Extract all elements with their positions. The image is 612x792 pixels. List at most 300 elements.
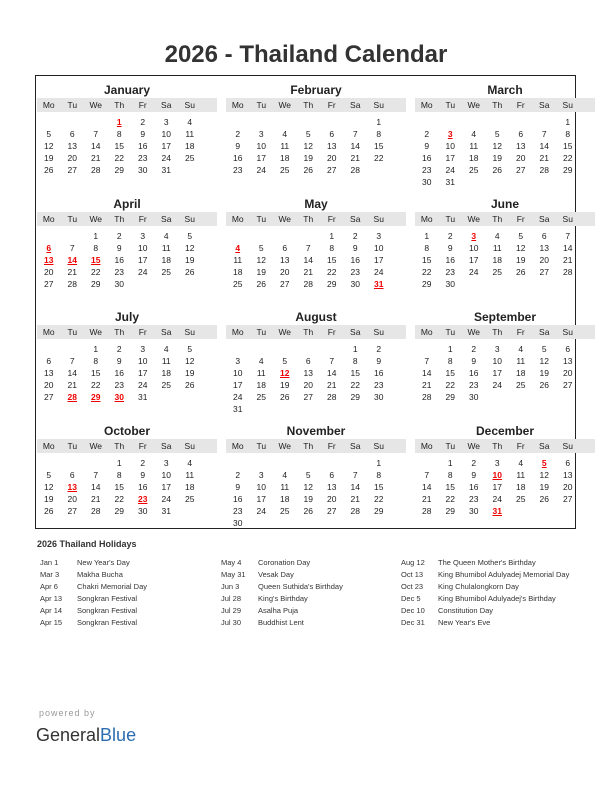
holiday-date: 31	[492, 505, 502, 516]
calendar-date: 3	[494, 457, 500, 468]
calendar-date: 23	[469, 380, 479, 390]
calendar-date: 11	[161, 356, 171, 366]
calendar-date: 18	[516, 368, 526, 378]
calendar-date: 9	[471, 356, 477, 366]
calendar-date: 8	[116, 469, 122, 480]
weekday-label: Tu	[256, 100, 267, 110]
holiday-date: 15	[91, 254, 101, 265]
calendar-date: 16	[374, 368, 384, 378]
holiday-date: Jul 30	[221, 618, 242, 627]
calendar-date: 11	[280, 481, 290, 492]
calendar-date: 13	[327, 481, 337, 492]
weekday-label: Su	[184, 440, 195, 451]
calendar-date: 4	[258, 356, 264, 366]
calendar-date: 13	[44, 368, 54, 378]
calendar-date: 4	[518, 457, 524, 468]
calendar-date: 11	[469, 141, 479, 151]
calendar-date: 27	[280, 278, 290, 289]
calendar-date: 31	[445, 177, 455, 187]
weekday-label: Th	[492, 327, 503, 337]
calendar-date: 11	[516, 469, 526, 480]
calendar-date: 27	[563, 493, 573, 504]
calendar-date: 3	[494, 344, 500, 354]
holiday-date: Dec 10	[401, 606, 425, 615]
calendar-date: 16	[138, 141, 148, 151]
calendar-date: 26	[539, 380, 549, 390]
holiday-date: Apr 13	[40, 594, 63, 603]
calendar-date: 2	[424, 129, 430, 139]
calendar-date: 24	[469, 266, 479, 277]
weekday-label: Th	[114, 213, 125, 224]
calendar-date: 27	[44, 278, 54, 289]
calendar-date: 20	[303, 380, 313, 390]
weekday-label: Fr	[138, 100, 147, 110]
calendar-date: 15	[350, 368, 360, 378]
holiday-item	[401, 570, 576, 580]
calendar-date: 3	[163, 117, 169, 127]
calendar-date: 4	[471, 129, 477, 139]
calendar-date: 15	[114, 481, 124, 492]
calendar-date: 26	[516, 266, 526, 277]
calendar-date: 2	[116, 344, 122, 354]
calendar-date: 11	[516, 356, 526, 366]
calendar-date: 9	[116, 356, 122, 366]
calendar-date: 15	[114, 141, 124, 151]
calendar-date: 24	[256, 165, 266, 175]
calendar-date: 19	[280, 380, 290, 390]
calendar-date: 9	[140, 129, 146, 139]
calendar-date: 12	[539, 356, 549, 366]
calendar-date: 30	[138, 505, 148, 516]
weekday-label: Th	[303, 213, 314, 224]
logo-general: General	[36, 725, 101, 745]
calendar-date: 24	[492, 380, 502, 390]
weekday-label: Th	[303, 100, 314, 110]
calendar-date: 16	[422, 153, 432, 163]
calendar-date: 1	[447, 344, 453, 354]
weekday-label: Sa	[161, 100, 172, 110]
calendar-date: 27	[44, 392, 54, 402]
calendar-date: 9	[447, 242, 453, 253]
calendar-date: 22	[114, 493, 124, 504]
holiday-item	[221, 606, 396, 616]
calendar-date: 19	[303, 153, 313, 163]
calendar-date: 4	[187, 117, 193, 127]
page-title: 2026 - Thailand Calendar	[164, 41, 448, 68]
calendar-date: 30	[422, 177, 432, 187]
calendar-date: 11	[185, 469, 195, 480]
generalblue-logo[interactable]	[36, 724, 136, 746]
weekday-label: Sa	[350, 213, 361, 224]
weekday-label: Tu	[67, 213, 78, 224]
calendar-date: 10	[445, 141, 455, 151]
month-title: January	[103, 83, 151, 97]
weekday-label: We	[467, 100, 481, 110]
month-title: June	[490, 196, 519, 211]
calendar-date: 14	[563, 242, 573, 253]
holiday-item	[221, 582, 396, 592]
calendar-date: 21	[303, 266, 313, 277]
calendar-date: 10	[138, 242, 148, 253]
month-april	[37, 190, 217, 303]
calendar-date: 30	[114, 278, 124, 289]
calendar-date: 3	[235, 356, 241, 366]
calendar-date: 27	[303, 392, 313, 402]
calendar-date: 26	[44, 165, 54, 175]
calendar-date: 11	[256, 368, 266, 378]
calendar-date: 11	[492, 242, 502, 253]
calendar-date: 1	[352, 344, 358, 354]
weekday-label: Fr	[327, 440, 336, 451]
calendar-date: 12	[44, 141, 54, 151]
calendar-date: 10	[492, 356, 502, 366]
calendar-date: 4	[494, 230, 500, 241]
weekday-label: Fr	[327, 100, 336, 110]
holiday-name: New Year's Eve	[438, 618, 491, 627]
weekday-label: Mo	[231, 100, 244, 110]
calendar-date: 20	[280, 266, 290, 277]
months-grid	[35, 75, 576, 529]
calendar-date: 19	[492, 153, 502, 163]
calendar-date: 9	[235, 481, 241, 492]
calendar-date: 5	[187, 344, 193, 354]
calendar-date: 29	[445, 505, 455, 516]
calendar-date: 8	[424, 242, 430, 253]
calendar-date: 28	[539, 165, 549, 175]
weekday-label: Sa	[161, 213, 172, 224]
month-title: September	[473, 310, 537, 324]
holiday-date: Oct 13	[401, 570, 424, 579]
calendar-date: 31	[138, 392, 148, 402]
calendar-date: 28	[422, 505, 432, 516]
calendar-date: 10	[256, 141, 266, 151]
calendar-date: 12	[539, 469, 549, 480]
calendar-date: 27	[67, 505, 77, 516]
holiday-name: Songkran Festival	[77, 618, 138, 627]
calendar-date: 13	[327, 141, 337, 151]
calendar-date: 6	[329, 469, 335, 480]
holiday-date: May 4	[221, 558, 242, 567]
holiday-date: Apr 14	[40, 606, 63, 615]
calendar-date: 17	[161, 141, 171, 151]
calendar-date: 17	[256, 153, 266, 163]
calendar-date: 15	[422, 254, 432, 265]
calendar-date: 25	[161, 380, 171, 390]
calendar-date: 30	[445, 278, 455, 289]
weekday-label: Su	[562, 327, 573, 337]
calendar-date: 10	[161, 469, 171, 480]
calendar-date: 26	[303, 165, 313, 175]
calendar-date: 17	[492, 481, 502, 492]
holiday-date: 6	[46, 242, 52, 253]
weekday-label: Th	[114, 100, 125, 110]
weekday-label: We	[278, 327, 292, 337]
calendar-date: 23	[138, 153, 148, 163]
weekday-label: Sa	[539, 100, 550, 110]
calendar-date: 21	[422, 493, 432, 504]
calendar-date: 22	[422, 266, 432, 277]
weekday-label: Tu	[445, 440, 456, 451]
calendar-date: 21	[422, 380, 432, 390]
calendar-date: 1	[376, 117, 382, 127]
holiday-item	[401, 594, 576, 604]
calendar-date: 18	[469, 153, 479, 163]
calendar-date: 3	[163, 457, 169, 468]
month-title: April	[113, 196, 141, 211]
calendar-date: 24	[161, 493, 171, 504]
calendar-date: 7	[69, 242, 75, 253]
calendar-date: 18	[185, 141, 195, 151]
weekday-label: Tu	[256, 327, 267, 337]
weekday-label: Th	[492, 213, 503, 224]
holiday-name: King Bhumibol Adulyadej Memorial Day	[438, 570, 570, 579]
calendar-date: 27	[516, 165, 526, 175]
calendar-date: 23	[374, 380, 384, 390]
holiday-date: 10	[492, 469, 502, 480]
holiday-date: Dec 5	[401, 594, 421, 603]
calendar-date: 7	[424, 356, 430, 366]
calendar-date: 27	[539, 266, 549, 277]
calendar-date: 5	[187, 230, 193, 241]
calendar-date: 1	[116, 457, 122, 468]
holiday-date: Apr 15	[40, 618, 63, 627]
calendar-date: 3	[140, 230, 146, 241]
calendar-date: 30	[374, 392, 384, 402]
holiday-name: Coronation Day	[258, 558, 311, 567]
weekday-label: Sa	[350, 327, 361, 337]
calendar-date: 15	[445, 481, 455, 492]
calendar-date: 9	[140, 469, 146, 480]
weekday-label: Sa	[161, 440, 172, 451]
calendar-date: 25	[233, 278, 243, 289]
calendar-date: 28	[91, 165, 101, 175]
calendar-date: 20	[563, 368, 573, 378]
weekday-label: Mo	[231, 327, 244, 337]
calendar-date: 1	[93, 230, 99, 241]
calendar-date: 7	[352, 469, 358, 480]
calendar-date: 19	[516, 254, 526, 265]
calendar-date: 7	[352, 129, 358, 139]
calendar-date: 20	[67, 153, 77, 163]
calendar-date: 6	[541, 230, 547, 241]
month-title: December	[475, 423, 535, 438]
holiday-date: Jun 3	[221, 582, 240, 591]
holiday-date: 13	[67, 481, 77, 492]
calendar-date: 22	[563, 153, 573, 163]
holiday-date: Mar 3	[40, 570, 60, 579]
calendar-date: 24	[256, 505, 266, 516]
weekday-label: Mo	[231, 213, 244, 224]
holidays-title: 2026 Thailand Holidays	[37, 539, 137, 549]
calendar-date: 16	[445, 254, 455, 265]
calendar-date: 18	[233, 266, 243, 277]
weekday-label: Sa	[539, 327, 550, 337]
calendar-date: 8	[352, 356, 358, 366]
calendar-date: 10	[138, 356, 148, 366]
holiday-name: King's Birthday	[258, 594, 308, 603]
calendar-date: 27	[67, 165, 77, 175]
calendar-date: 14	[327, 368, 337, 378]
calendar-date: 23	[350, 266, 360, 277]
month-title: February	[290, 83, 342, 97]
weekday-label: Th	[303, 440, 314, 451]
calendar-date: 17	[138, 254, 148, 265]
calendar-date: 25	[516, 380, 526, 390]
calendar-date: 9	[471, 469, 477, 480]
calendar-date: 13	[516, 141, 526, 151]
calendar-date: 24	[374, 266, 384, 277]
weekday-label: We	[278, 440, 292, 451]
weekday-label: Su	[373, 440, 384, 451]
calendar-date: 24	[492, 493, 502, 504]
calendar-date: 7	[93, 129, 99, 139]
calendar-date: 16	[233, 153, 243, 163]
weekday-label: Su	[562, 100, 573, 110]
calendar-date: 1	[329, 230, 335, 241]
calendar-date: 25	[256, 392, 266, 402]
calendar-date: 4	[163, 230, 169, 241]
month-title: August	[295, 310, 337, 324]
calendar-date: 14	[303, 254, 313, 265]
calendar-date: 3	[140, 344, 146, 354]
month-title: March	[487, 83, 523, 97]
calendar-date: 7	[541, 129, 547, 139]
calendar-date: 22	[374, 493, 384, 504]
calendar-date: 12	[185, 242, 195, 253]
holiday-date: 12	[280, 368, 290, 378]
holiday-name: Makha Bucha	[77, 570, 123, 579]
holiday-name: Asalha Puja	[258, 606, 299, 615]
weekday-label: Mo	[42, 440, 55, 451]
calendar-date: 25	[185, 153, 195, 163]
weekday-label: Th	[114, 440, 125, 451]
holiday-name: Songkran Festival	[77, 594, 138, 603]
calendar-date: 9	[352, 242, 358, 253]
calendar-date: 10	[469, 242, 479, 253]
month-february	[226, 76, 406, 189]
calendar-date: 2	[352, 230, 358, 241]
weekday-label: Fr	[516, 440, 525, 451]
calendar-date: 30	[469, 392, 479, 402]
weekday-label: Mo	[420, 440, 433, 451]
weekday-label: Su	[373, 327, 384, 337]
calendar-date: 29	[563, 165, 573, 175]
holiday-date: May 31	[221, 570, 246, 579]
calendar-date: 2	[471, 457, 477, 468]
calendar-date: 5	[541, 344, 547, 354]
holiday-date: Jul 28	[221, 594, 242, 603]
weekday-label: Fr	[327, 327, 336, 337]
calendar-date: 29	[327, 278, 337, 289]
holiday-date: 30	[114, 392, 124, 402]
month-december	[415, 417, 595, 530]
calendar-date: 13	[280, 254, 290, 265]
calendar-date: 29	[350, 392, 360, 402]
calendar-date: 8	[376, 469, 382, 480]
calendar-date: 2	[235, 129, 241, 139]
calendar-date: 1	[447, 457, 453, 468]
weekday-label: Fr	[327, 213, 336, 224]
weekday-label: Su	[373, 100, 384, 110]
weekday-label: Fr	[138, 327, 147, 337]
calendar-date: 19	[539, 481, 549, 492]
calendar-date: 18	[185, 481, 195, 492]
calendar-date: 21	[67, 380, 77, 390]
holiday-name: The Queen Mother's Birthday	[438, 558, 536, 567]
calendar-date: 11	[233, 254, 243, 265]
calendar-date: 20	[44, 266, 54, 277]
calendar-date: 20	[516, 153, 526, 163]
powered-by-label: powered by	[39, 708, 96, 718]
calendar-date: 9	[235, 141, 241, 151]
calendar-date: 1	[376, 457, 382, 468]
holiday-date: Aug 12	[401, 558, 425, 567]
weekday-label: Fr	[138, 440, 147, 451]
calendar-date: 18	[280, 493, 290, 504]
holiday-name: Buddhist Lent	[258, 618, 304, 627]
weekday-label: Mo	[420, 100, 433, 110]
calendar-date: 28	[327, 392, 337, 402]
calendar-date: 31	[161, 165, 171, 175]
calendar-date: 13	[563, 469, 573, 480]
calendar-date: 4	[518, 344, 524, 354]
calendar-date: 26	[185, 380, 195, 390]
calendar-date: 17	[161, 481, 171, 492]
calendar-date: 9	[424, 141, 430, 151]
weekday-label: Fr	[516, 327, 525, 337]
month-title: May	[304, 196, 328, 211]
calendar-date: 17	[469, 254, 479, 265]
calendar-date: 8	[447, 356, 453, 366]
weekday-label: Mo	[420, 213, 433, 224]
holiday-item	[221, 594, 396, 604]
calendar-date: 18	[516, 481, 526, 492]
calendar-date: 6	[565, 457, 571, 468]
month-january	[37, 76, 217, 189]
holiday-item	[401, 582, 576, 592]
calendar-date: 16	[469, 481, 479, 492]
calendar-date: 11	[280, 141, 290, 151]
calendar-date: 7	[93, 469, 99, 480]
holiday-date: 23	[138, 493, 148, 504]
calendar-date: 14	[91, 481, 101, 492]
holiday-name: Vesak Day	[258, 570, 294, 579]
weekday-label: Tu	[256, 213, 267, 224]
holiday-name: Chakri Memorial Day	[77, 582, 148, 591]
calendar-date: 14	[91, 141, 101, 151]
calendar-date: 20	[327, 153, 337, 163]
calendar-date: 24	[138, 266, 148, 277]
weekday-label: We	[278, 213, 292, 224]
holiday-date: 31	[374, 278, 384, 289]
calendar-date: 16	[469, 368, 479, 378]
calendar-date: 11	[185, 129, 195, 139]
holiday-name: Queen Suthida's Birthday	[258, 582, 343, 591]
calendar-date: 2	[140, 117, 146, 127]
calendar-date: 22	[374, 153, 384, 163]
calendar-date: 25	[516, 493, 526, 504]
holiday-item	[401, 558, 576, 568]
calendar-date: 8	[93, 356, 99, 366]
calendar-date: 4	[282, 469, 288, 480]
month-march	[415, 76, 595, 189]
calendar-date: 17	[138, 368, 148, 378]
calendar-date: 7	[69, 356, 75, 366]
holiday-date: 28	[67, 392, 77, 402]
holiday-date: Jan 1	[40, 558, 59, 567]
calendar-date: 18	[161, 368, 171, 378]
weekday-label: Th	[303, 327, 314, 337]
